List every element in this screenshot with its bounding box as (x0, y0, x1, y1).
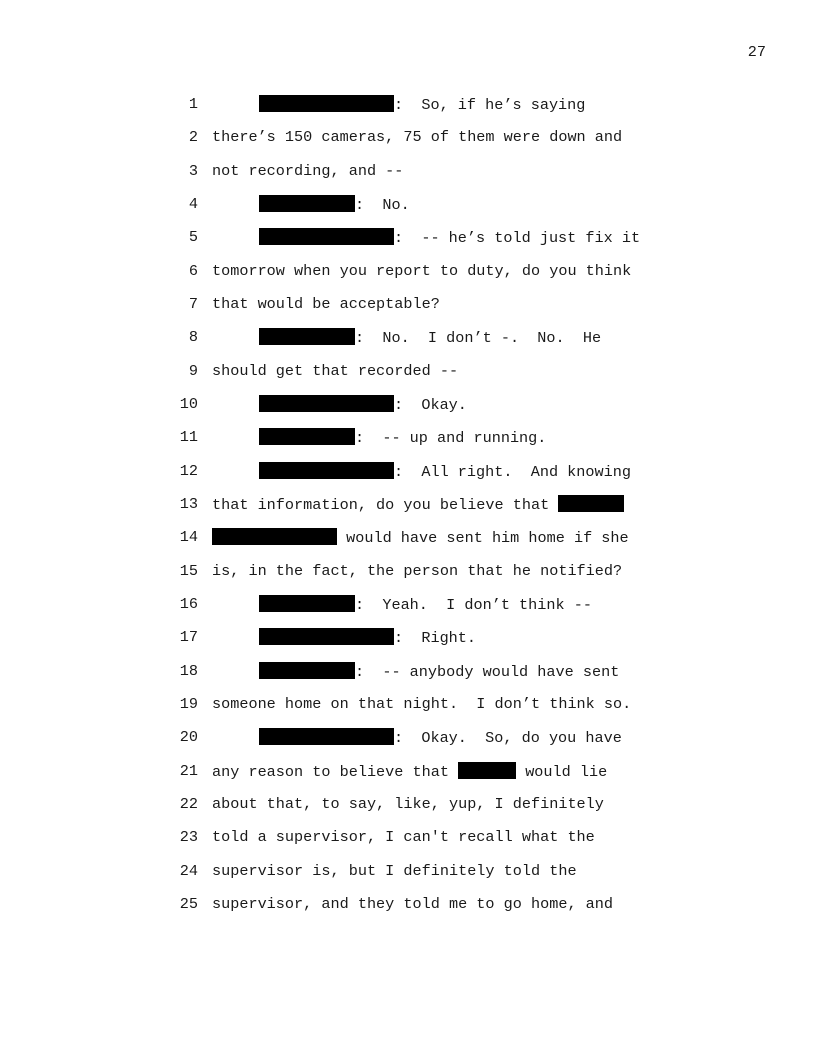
line-text (212, 228, 640, 247)
line-number: 15 (179, 562, 198, 580)
line-number: 16 (179, 595, 198, 613)
line-text: supervisor is, but I definitely told the (212, 862, 577, 880)
line-text (212, 462, 631, 481)
line-number: 5 (188, 228, 198, 246)
transcript-line (0, 428, 547, 447)
speech-text: : -- he’s told just fix it (394, 229, 641, 247)
transcript-line (0, 262, 632, 280)
line-text (212, 528, 629, 547)
line-text (212, 95, 585, 114)
line-number: 14 (179, 528, 198, 546)
line-text (212, 662, 619, 681)
transcript-line (0, 895, 614, 913)
redacted-speaker-name (259, 628, 394, 645)
transcript-line (0, 228, 641, 247)
speech-text: : Right. (394, 629, 477, 647)
line-number: 10 (179, 395, 198, 413)
speech-text: : All right. And knowing (394, 463, 631, 481)
transcript-line (0, 828, 595, 846)
transcript-line (0, 562, 623, 580)
line-number: 18 (179, 662, 198, 680)
line-text: supervisor, and they told me to go home, and (212, 895, 614, 913)
redacted-speaker-name (259, 195, 355, 212)
line-text (212, 395, 467, 414)
speech-text: : Okay. So, do you have (394, 729, 622, 747)
redacted-speaker-name (259, 228, 394, 245)
transcript-line (0, 628, 477, 647)
line-text: tomorrow when you report to duty, do you think (212, 262, 632, 280)
line-number: 3 (188, 162, 198, 180)
line-text (212, 762, 607, 781)
transcript-line (0, 762, 608, 781)
line-text: is, in the fact, the person that he notified? (212, 562, 623, 580)
line-number: 21 (179, 762, 198, 780)
line-text (212, 595, 592, 614)
line-text: not recording, and -- (212, 162, 404, 180)
line-number: 6 (188, 262, 198, 280)
line-text (212, 428, 546, 447)
line-number: 25 (179, 895, 198, 913)
transcript-line (0, 395, 467, 414)
line-number: 7 (188, 295, 198, 313)
line-number: 1 (188, 95, 198, 113)
line-number: 12 (179, 462, 198, 480)
redacted-speaker-name (259, 428, 355, 445)
line-text: should get that recorded -- (212, 362, 459, 380)
transcript-line (0, 795, 604, 813)
speech-text: : -- anybody would have sent (355, 663, 620, 681)
redacted-speaker-name (259, 395, 394, 412)
transcript-line (0, 728, 622, 747)
line-number: 17 (179, 628, 198, 646)
line-number: 13 (179, 495, 198, 513)
speech-text: : No. (355, 196, 410, 214)
redacted-name (458, 762, 516, 779)
transcript-line (0, 95, 586, 114)
transcript-line (0, 128, 623, 146)
transcript-line (0, 862, 577, 880)
transcript-line (0, 528, 629, 547)
line-text (212, 328, 601, 347)
speech-text: : Okay. (394, 396, 467, 414)
transcript-line (0, 362, 459, 380)
speech-text: would lie (516, 763, 608, 781)
line-number: 2 (188, 128, 198, 146)
line-number: 20 (179, 728, 198, 746)
line-number: 23 (179, 828, 198, 846)
line-text: that would be acceptable? (212, 295, 440, 313)
speech-text: : So, if he’s saying (394, 96, 586, 114)
speech-text: would have sent him home if she (337, 529, 629, 547)
transcript-line (0, 328, 602, 347)
line-text: someone home on that night. I don’t think so. (212, 695, 632, 713)
line-number: 4 (188, 195, 198, 213)
transcript-line (0, 162, 404, 180)
transcript-line (0, 295, 440, 313)
line-number: 11 (179, 428, 198, 446)
line-number: 9 (188, 362, 198, 380)
transcript-line (0, 495, 559, 514)
line-text (212, 728, 622, 747)
transcript-line (0, 695, 632, 713)
transcript-line (0, 662, 620, 681)
line-text (212, 628, 476, 647)
redacted-speaker-name (259, 95, 394, 112)
redacted-speaker-name (259, 728, 394, 745)
redacted-speaker-name (259, 662, 355, 679)
transcript-line (0, 595, 592, 614)
redacted-speaker-name (259, 462, 394, 479)
line-text (212, 495, 624, 514)
line-text: told a supervisor, I can't recall what the (212, 828, 595, 846)
line-number: 8 (188, 328, 198, 346)
line-number: 19 (179, 695, 198, 713)
redacted-speaker-name (259, 328, 355, 345)
line-text (212, 195, 410, 214)
speech-text: that information, do you believe that (212, 496, 559, 514)
speech-text: any reason to believe that (212, 763, 459, 781)
line-text: about that, to say, like, yup, I definitely (212, 795, 604, 813)
line-text: there’s 150 cameras, 75 of them were down and (212, 128, 623, 146)
line-number: 22 (179, 795, 198, 813)
redacted-name (212, 528, 337, 545)
page-number: 27 (747, 43, 766, 61)
redacted-name (558, 495, 624, 512)
speech-text: : Yeah. I don’t think -- (355, 596, 592, 614)
speech-text: : No. I don’t -. No. He (355, 329, 602, 347)
redacted-speaker-name (259, 595, 355, 612)
transcript-line (0, 195, 410, 214)
transcript-line (0, 462, 631, 481)
line-number: 24 (179, 862, 198, 880)
speech-text: : -- up and running. (355, 429, 547, 447)
